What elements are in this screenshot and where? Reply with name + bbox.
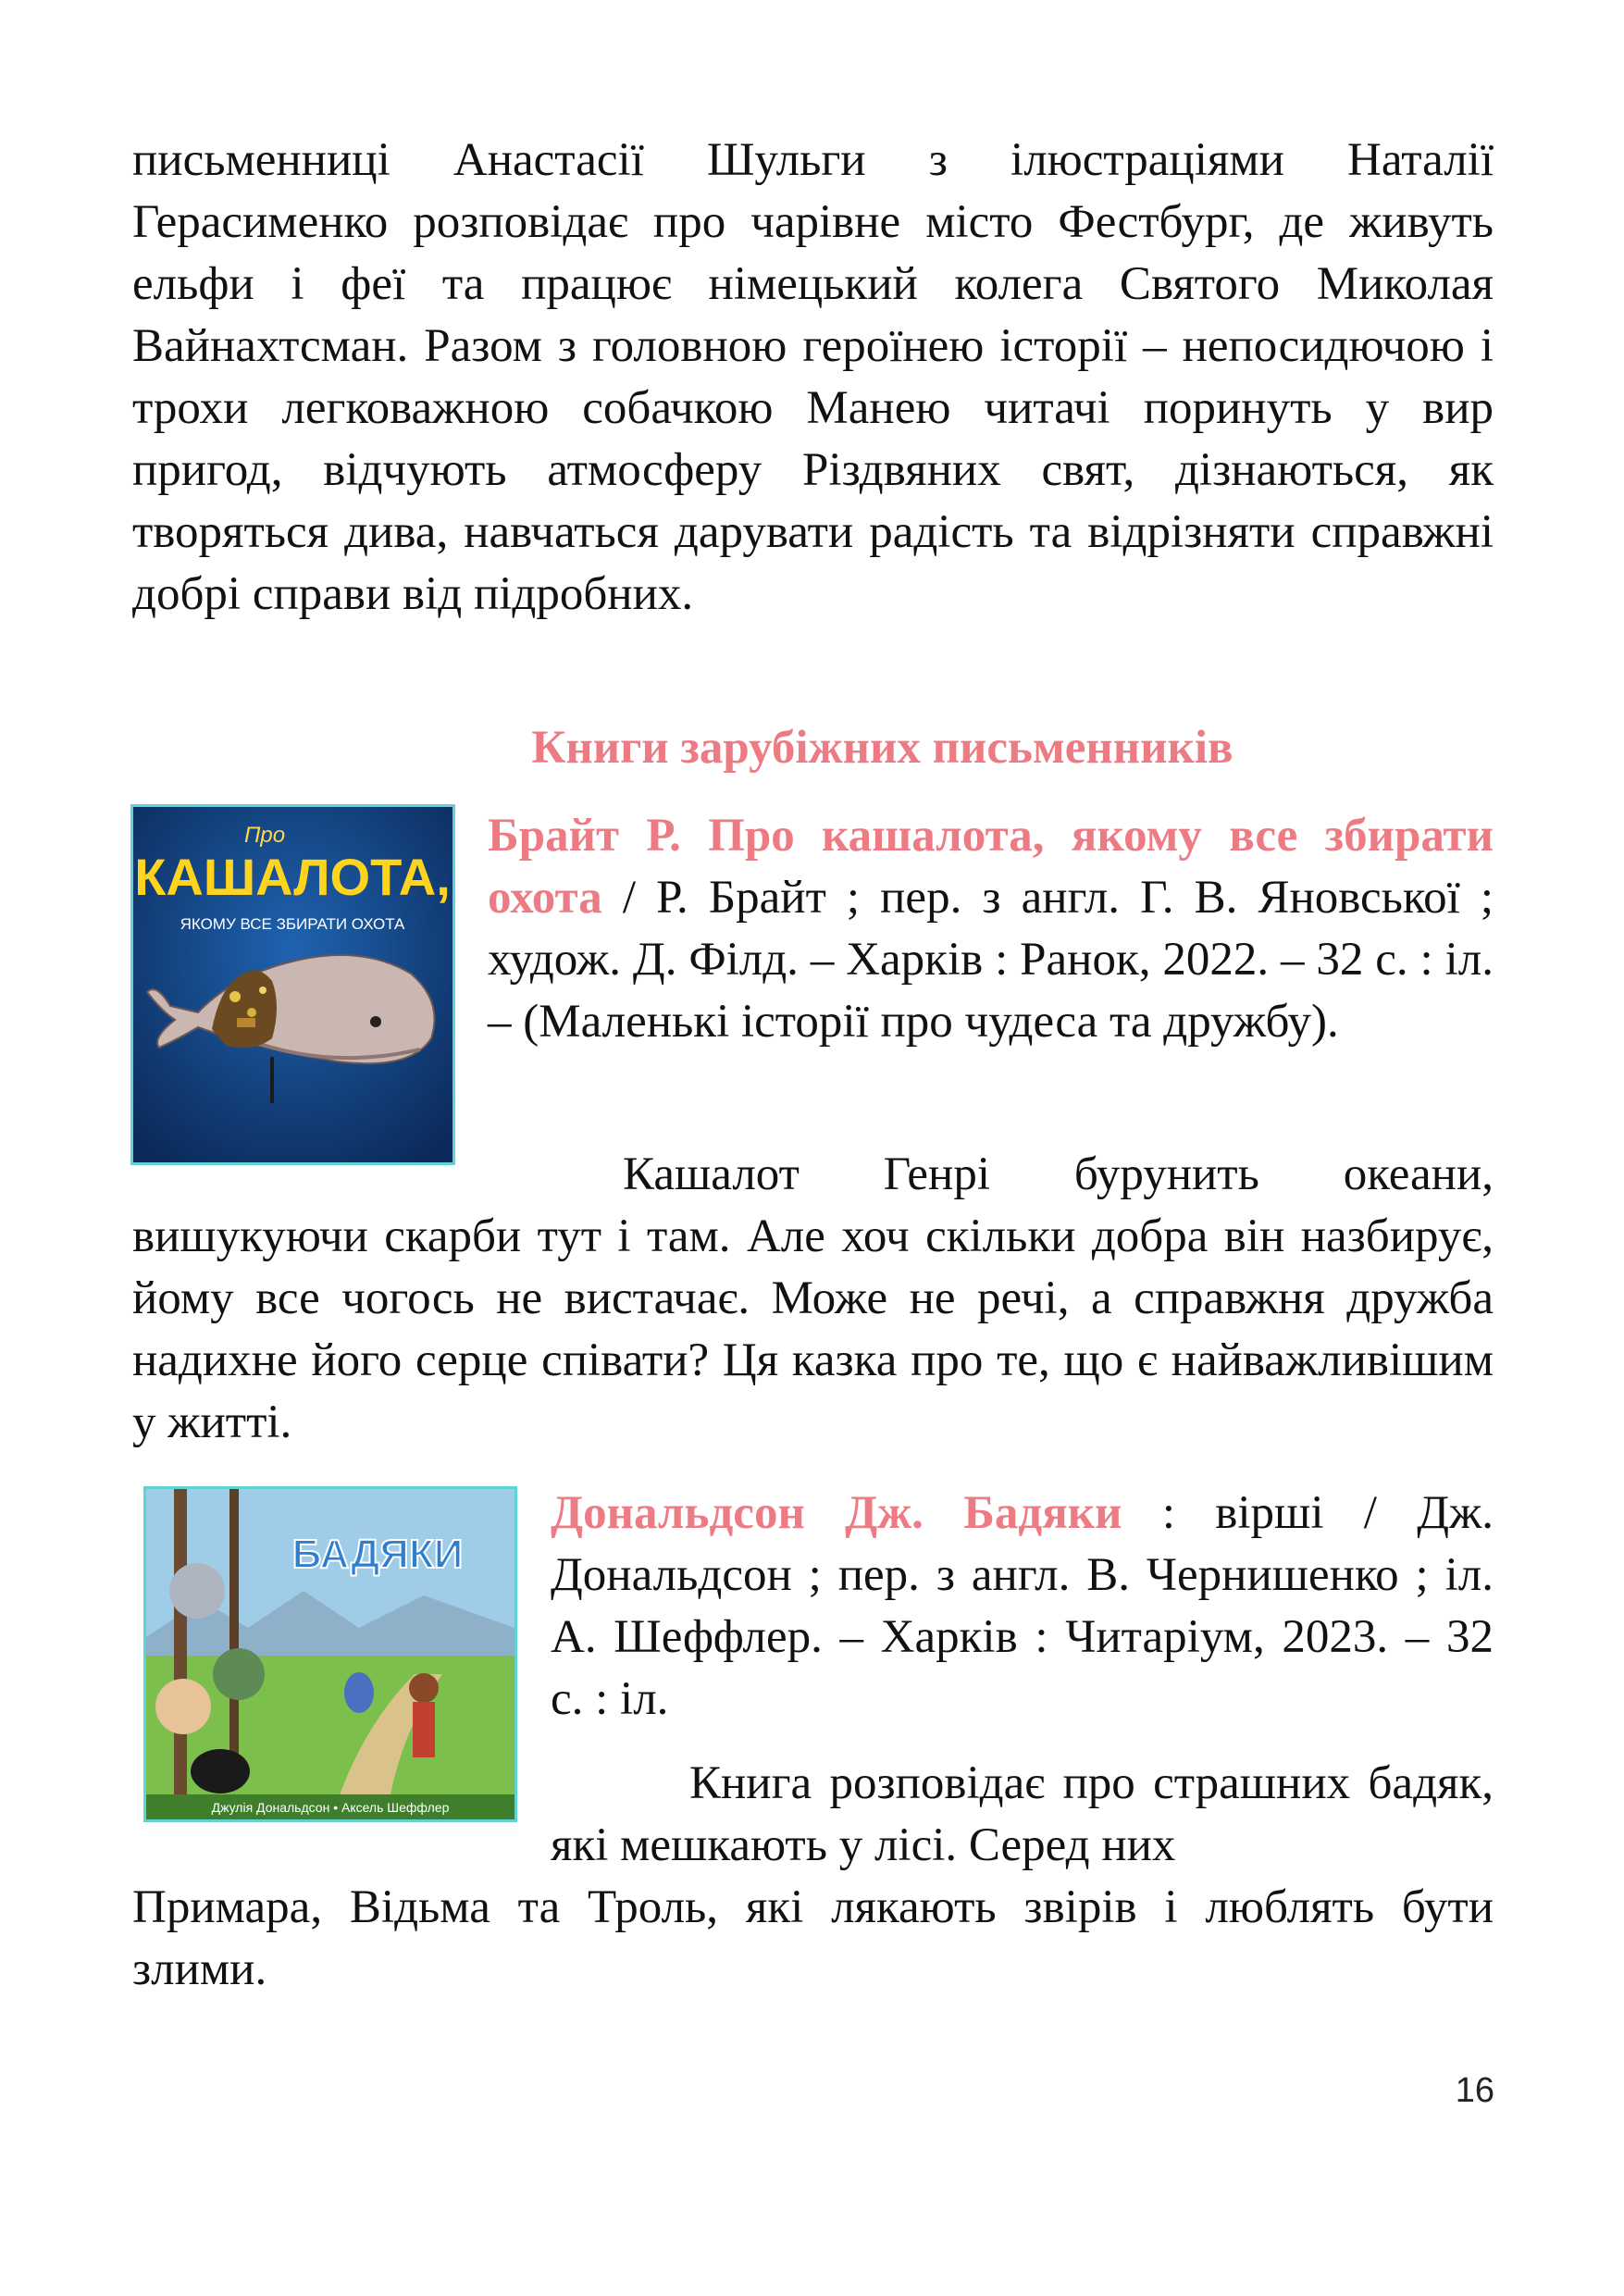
book-title-1: Брайт Р. Про кашалота, якому все збирати охота — [488, 810, 1494, 924]
book-description-2-rest: Примара, Відьма та Троль, які лякають звірів і люблять бути злими. — [132, 1881, 1494, 1995]
cover2-authors: Джулія Дональдсон • Аксель Шеффлер — [211, 1800, 450, 1815]
book-description-2 — [132, 1753, 1494, 2001]
page-number: 16 — [1455, 2071, 1494, 2110]
intro-paragraph: письменниці Анастасії Шульги з ілюстраціями Наталії Герасименко розповідає про чарівне місто Фестбург, де живуть ельфи і феї та працює німецький колега Святого Миколая Вайнахтсман. Разом з головною героїнею історії – непосидючою і трохи легковажною собачкою Манею читачі поринуть у вир пригод, відчують атмосферу Різдвяних свят, дізнаються, як творяться дива, навчаться дарувати радість та відрізняти справжні добрі справи від підробних. — [132, 134, 1494, 620]
book-entry-1 — [488, 805, 1494, 1053]
section-title: Книги зарубіжних письменників — [531, 722, 1233, 774]
cover1-subtitle: ЯКОМУ ВСЕ ЗБИРАТИ ОХОТА — [180, 915, 405, 933]
book-description-1-text: Кашалот Генрі бурунить океани, вишукуючи скарби тут і там. Але хоч скільки добра він назбирує, йому все чогось не вистачає. Може не речі, а справжня дружба надихне його серце співати? Ця казка про те, що є найважливішим у житті. — [132, 1148, 1494, 1448]
book-details-2: : вірші / Дж. Дональдсон ; пер. з англ. В. Чернишенко ; іл. А. Шеффлер. – Харків : Читаріум, 2023. – 32 с. : іл. — [551, 1487, 1494, 1725]
cover1-big-title: КАШАЛОТА, — [134, 848, 451, 906]
cover2-big-title: БАДЯКИ — [291, 1532, 464, 1577]
book-description-2-first — [132, 1753, 1494, 1877]
cover1-small-title: Про — [244, 823, 286, 848]
book-description-1 — [132, 1144, 1494, 1454]
book-details-1: / Р. Брайт ; пер. з англ. Г. В. Яновської ; худож. Д. Філд. – Харків : Ранок, 2022. – 32 с. : іл. – (Маленькі історії про чудеса та дружбу). — [488, 872, 1494, 1048]
cover-illustration-whale — [133, 807, 452, 1162]
book-cover-kashalot — [130, 804, 455, 1165]
book-entry-2 — [551, 1483, 1494, 1731]
book-description-2-first-text: Книга розповідає про страшних бадяк, які мешкають у лісі. Серед них — [551, 1757, 1494, 1871]
book-title-2: Дональдсон Дж. Бадяки — [551, 1487, 1122, 1539]
